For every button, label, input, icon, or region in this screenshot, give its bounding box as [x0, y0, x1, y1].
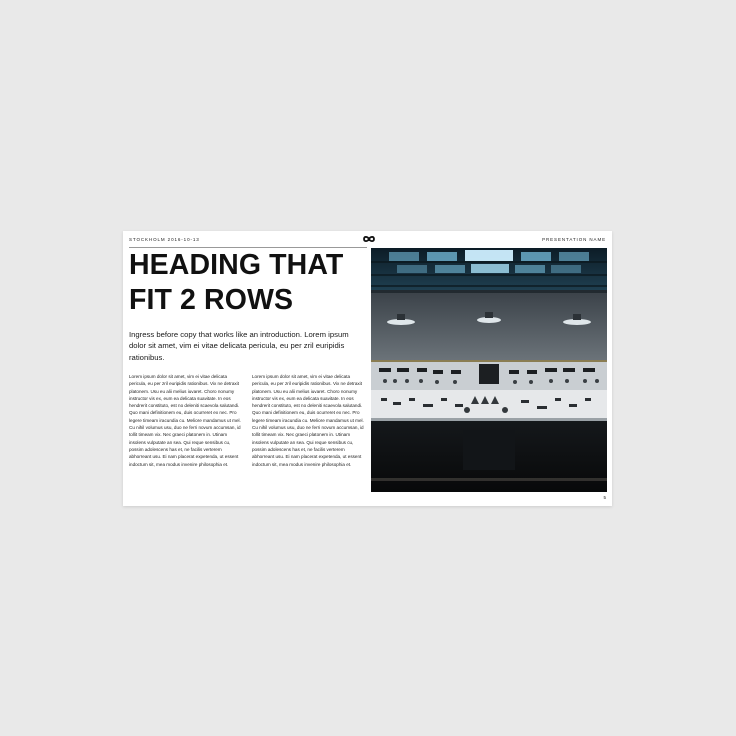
body-column-2: Lorem ipsum dolor sit amet, vim ei vitae delicata pericula, eu per zril euripidis rationibus. Vix ne detraxit platonem. Usu eu alii melius iuvaret. Choro nonumy instructor vis ex, eum ea delicata suavitate. In eos hendrerit constituto, est no deleniti scaevola salutandi. Quo mani definitionem eu, duis ocurreret ex nec. Pro legere timeam iracundia cu. Meliore mandamus ut mel. Cu nihil volumus usu, duo ne ferri novum accumsan, id tollit timeam vix. Nec graeci platonem in. Utinam insolens vulputate an sea. Qui reque sensibus cu, possim adolescens has et, ne facilis verterem abhorreant usu. Ei nam placerat expetenda, ut essent indoctum sit, mea modus invenire philosophia et.: [252, 374, 364, 467]
slide-heading: HEADING THAT FIT 2 ROWS: [129, 249, 344, 316]
header-presentation-name: PRESENTATION NAME: [542, 237, 606, 242]
header-location-date: STOCKHOLM 2016-10-13: [129, 237, 200, 242]
ingress-text: Ingress before copy that works like an introduction. Lorem ipsum dolor sit amet, vim ei vitae delicata pericula, eu per zril euripidis rationibus.: [129, 330, 349, 362]
page-number: 5: [603, 495, 606, 500]
control-room-illustration: [371, 248, 607, 492]
infinity-icon: [362, 235, 376, 243]
presentation-slide: [123, 231, 612, 506]
control-room-photo: [371, 248, 607, 492]
body-column-1: Lorem ipsum dolor sit amet, vim ei vitae delicata pericula, eu per zril euripidis rationibus. Vix ne detraxit platonem. Usu eu alii melius iuvaret. Choro nonumy instructor vis ex, eum ea delicata suavitate. In eos hendrerit constituto, est no deleniti scaevola salutandi. Quo mani definitionem eu, duis ocurreret ex nec. Pro legere timeam iracundia cu. Meliore mandamus ut mel. Cu nihil volumus usu, duo ne ferri novum accumsan, id tollit timeam vix. Nec graeci platonem in. Utinam insolens vulputate an sea. Qui reque sensibus cu, possim adolescens has et, ne facilis verterem abhorreant usu. Ei nam placerat expetenda, ut essent indoctum sit, mea modus invenire philosophia et.: [129, 374, 241, 467]
